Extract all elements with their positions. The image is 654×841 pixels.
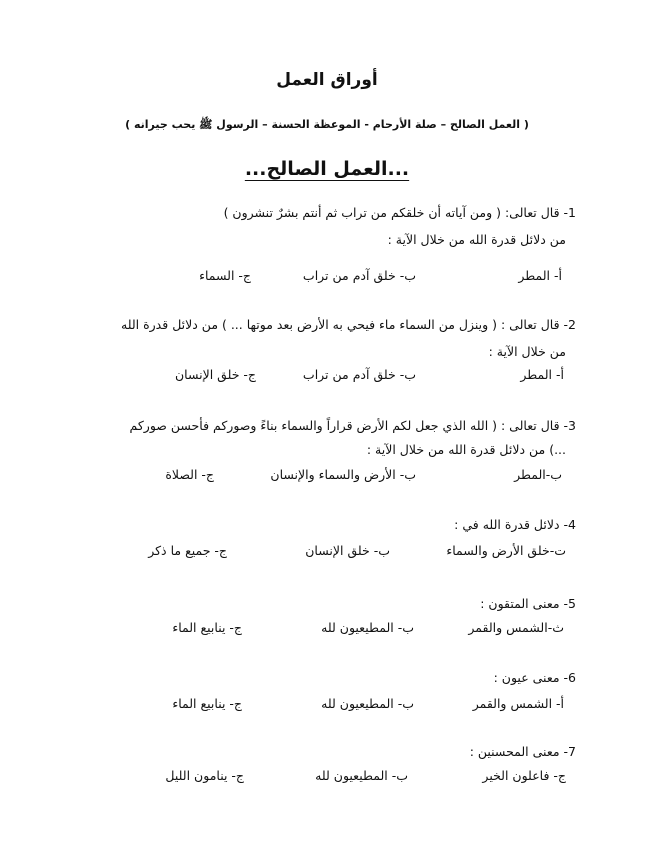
question-3-option-a[interactable]: ب-المطر xyxy=(514,467,562,482)
question-2-option-c[interactable]: ج- خلق الإنسان xyxy=(174,367,256,382)
question-6-option-c[interactable]: ج- ينابيع الماء xyxy=(172,696,242,711)
question-5-option-c[interactable]: ج- ينابيع الماء xyxy=(172,620,242,635)
question-3-prompt: ...) من دلائل قدرة الله من خلال الآية : xyxy=(366,442,566,457)
lessons-subtitle: ( العمل الصالح – صلة الأرحام - الموعظة الحسنة – الرسول ﷺ يحب جيرانه ) xyxy=(125,118,529,131)
question-5-text: 5- معنى المتقون : xyxy=(480,596,576,611)
question-1-text: 1- قال تعالى: ( ومن آياته أن خلقكم من تراب ثم أنتم بشرٌ تنشرون ) xyxy=(223,205,576,220)
question-6-option-b[interactable]: ب- المطيعيون لله xyxy=(321,696,414,711)
section-title xyxy=(0,158,654,180)
question-4-option-a[interactable]: ت-خلق الأرض والسماء xyxy=(446,543,566,558)
question-3-option-b[interactable]: ب- الأرض والسماء والإنسان xyxy=(270,467,416,482)
question-6-text: 6- معنى عيون : xyxy=(493,670,576,685)
question-4-option-c[interactable]: ج- جميع ما ذكر xyxy=(148,543,227,558)
question-5-option-b[interactable]: ب- المطيعيون لله xyxy=(321,620,414,635)
question-4-text: 4- دلائل قدرة الله في : xyxy=(454,517,576,532)
question-2-text: 2- قال تعالى : ( وينزل من السماء ماء فيحي به الأرض بعد موتها ... ) من دلائل قدرة الله xyxy=(121,317,576,332)
question-7-option-b[interactable]: ب- المطيعيون لله xyxy=(315,768,408,783)
question-2-option-a[interactable]: أ- المطر xyxy=(520,367,564,382)
question-1-option-c[interactable]: ج- السماء xyxy=(199,268,251,283)
question-1-prompt: من دلائل قدرة الله من خلال الآية : xyxy=(387,232,566,247)
question-1-option-a[interactable]: أ- المطر xyxy=(518,268,562,283)
question-7-option-a[interactable]: ج- فاعلون الخير xyxy=(482,768,566,783)
question-3-text: 3- قال تعالى : ( الله الذي جعل لكم الأرض قراراً والسماء بناءً وصوركم فأحسن صوركم xyxy=(129,418,576,433)
question-4-option-b[interactable]: ب- خلق الإنسان xyxy=(305,543,390,558)
question-2-option-b[interactable]: ب- خلق آدم من تراب xyxy=(302,367,416,382)
question-1-option-b[interactable]: ب- خلق آدم من تراب xyxy=(302,268,416,283)
section-title-text: ...العمل الصالح... xyxy=(244,158,410,180)
question-6-option-a[interactable]: أ- الشمس والقمر xyxy=(472,696,564,711)
question-3-option-c[interactable]: ج- الصلاة xyxy=(165,467,214,482)
question-5-option-a[interactable]: ث-الشمس والقمر xyxy=(468,620,564,635)
question-7-text: 7- معنى المحسنين : xyxy=(469,744,576,759)
question-2-prompt: من خلال الآية : xyxy=(488,344,566,359)
question-7-option-c[interactable]: ج- ينامون الليل xyxy=(165,768,244,783)
page-title: أوراق العمل xyxy=(276,70,378,90)
